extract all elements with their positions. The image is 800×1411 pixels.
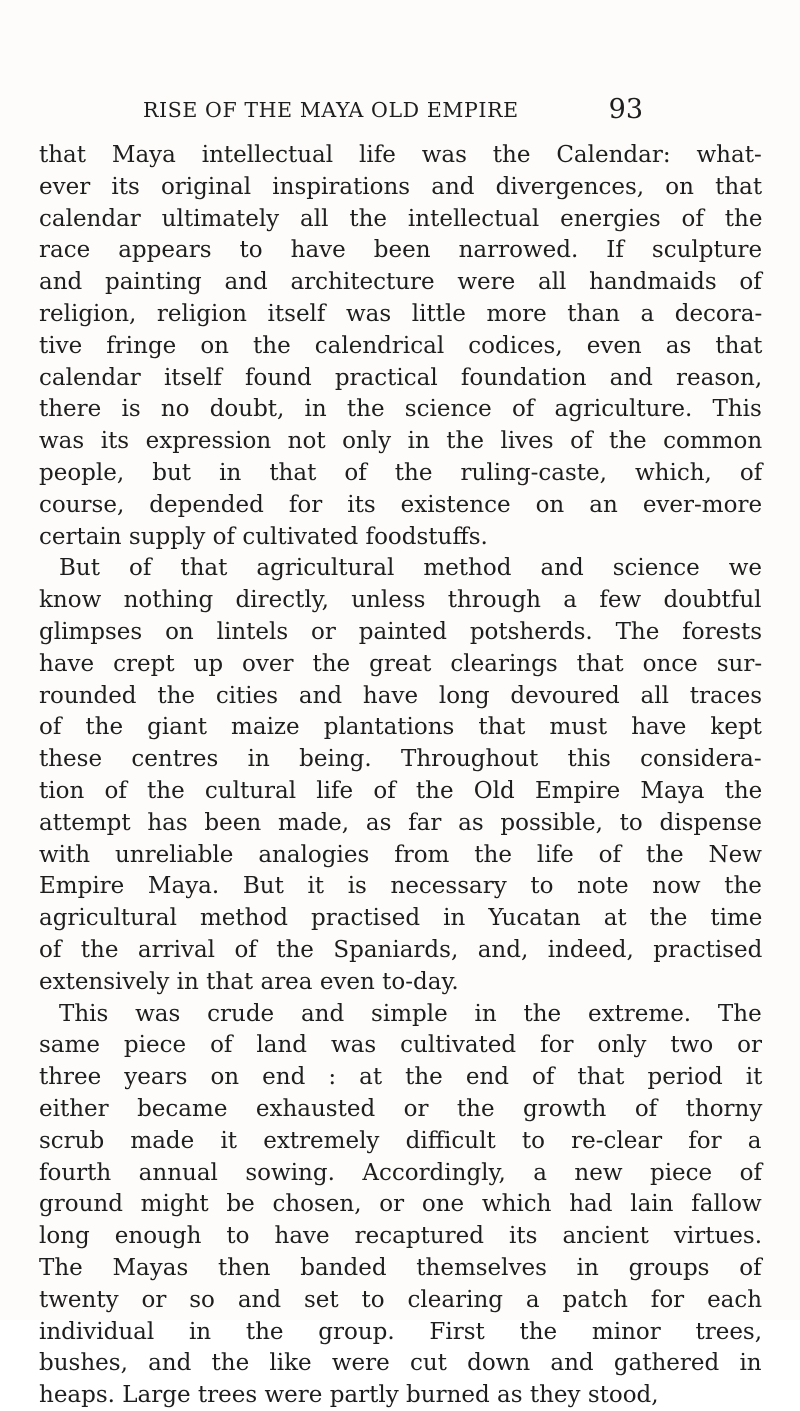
text-line: But of that agricultural method and science we bbox=[59, 555, 763, 582]
text-line: individual in the group. First the minor trees, bbox=[39, 1318, 763, 1345]
text-line: scrub made it extremely difficult to re-clear for a bbox=[39, 1127, 762, 1154]
text-line: heaps. Large trees were partly burned as they stood, bbox=[39, 1382, 659, 1409]
text-line: The Mayas then banded themselves in groups of bbox=[39, 1255, 762, 1281]
text-line: three years on end : at the end of that period it bbox=[39, 1064, 763, 1091]
page-number: 93 bbox=[608, 94, 643, 125]
text-line: people, but in that of the ruling-caste, which, of bbox=[39, 460, 763, 486]
text-line: glimpses on lintels or painted potsherds. The forests bbox=[39, 619, 763, 645]
text-line: that Maya intellectual life was the Calendar: what- bbox=[39, 142, 762, 168]
text-line: Empire Maya. But it is necessary to note now the bbox=[39, 873, 762, 900]
text-line: with unreliable analogies from the life of the New bbox=[39, 841, 762, 868]
text-line: twenty or so and set to clearing a patch for each bbox=[39, 1286, 763, 1313]
text-line: fourth annual sowing. Accordingly, a new piece of bbox=[39, 1159, 762, 1186]
text-line: certain supply of cultivated foodstuffs. bbox=[39, 523, 488, 550]
text-line: calendar ultimately all the intellectual energies of the bbox=[39, 205, 763, 232]
text-line: ever its original inspirations and divergences, on that bbox=[39, 173, 763, 200]
text-line: there is no doubt, in the science of agriculture. This bbox=[39, 396, 762, 423]
text-line: tion of the cultural life of the Old Empire Maya the bbox=[39, 778, 763, 804]
running-title: RISE OF THE MAYA OLD EMPIRE bbox=[143, 98, 519, 122]
text-line: of the giant maize plantations that must have kept bbox=[39, 714, 762, 741]
text-line: ground might be chosen, or one which had lain fallow bbox=[39, 1191, 762, 1218]
text-line: these centres in being. Throughout this considera- bbox=[39, 746, 762, 773]
text-line: same piece of land was cultivated for only two or bbox=[39, 1032, 763, 1059]
text-line: was its expression not only in the lives of the common bbox=[39, 428, 763, 455]
text-line: tive fringe on the calendrical codices, even as that bbox=[39, 332, 763, 359]
text-line: attempt has been made, as far as possible, to dispense bbox=[39, 809, 762, 836]
text-line: bushes, and the like were cut down and gathered in bbox=[39, 1350, 762, 1377]
text-line: extensively in that area even to-day. bbox=[39, 968, 459, 995]
running-head bbox=[143, 94, 643, 128]
text-line: agricultural method practised in Yucatan at the time bbox=[39, 905, 763, 932]
text-line: religion, religion itself was little more than a decora- bbox=[39, 301, 763, 327]
text-line: This was crude and simple in the extreme. The bbox=[59, 1000, 762, 1027]
text-line: and painting and architecture were all handmaids of bbox=[39, 269, 762, 296]
text-line: have crept up over the great clearings that once sur- bbox=[39, 650, 763, 677]
text-line: of the arrival of the Spaniards, and, indeed, practised bbox=[39, 937, 763, 963]
text-line: rounded the cities and have long devoured all traces bbox=[39, 682, 763, 709]
text-line: either became exhausted or the growth of thorny bbox=[39, 1096, 763, 1122]
text-line: know nothing directly, unless through a few doubtful bbox=[39, 587, 762, 614]
text-line: calendar itself found practical foundation and reason, bbox=[39, 364, 763, 391]
text-line: race appears to have been narrowed. If sculpture bbox=[39, 237, 763, 264]
text-line: course, depended for its existence on an ever-more bbox=[39, 491, 763, 518]
text-line: long enough to have recaptured its ancient virtues. bbox=[39, 1223, 763, 1250]
